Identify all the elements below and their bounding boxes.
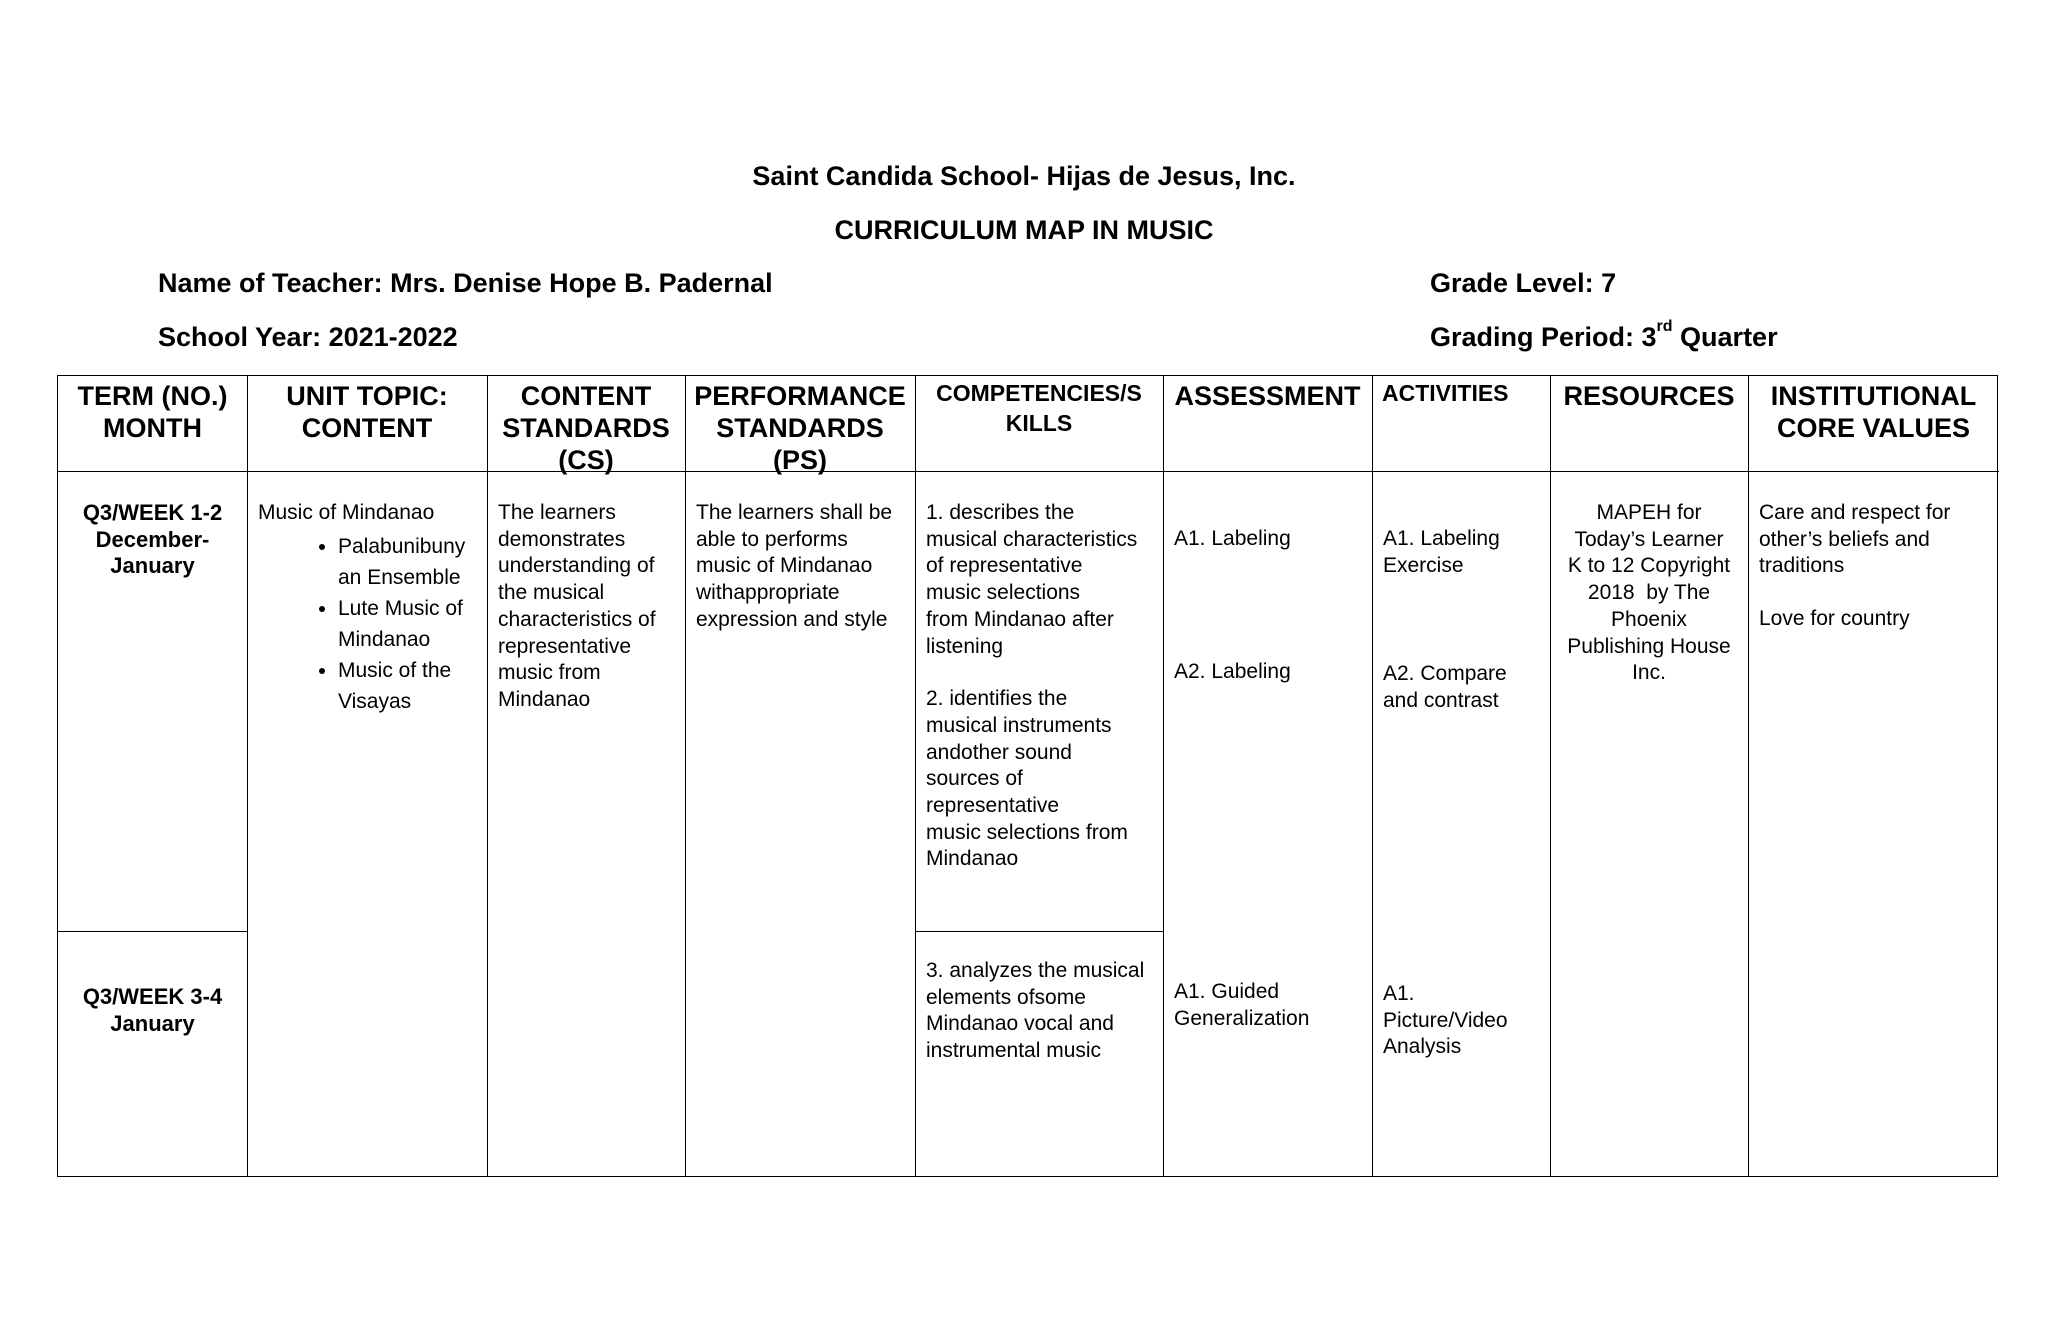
- column-divider: [1550, 376, 1551, 1176]
- header-content-standards: CONTENT STANDARDS (CS): [502, 381, 670, 475]
- activity-a2: A2. Compare and contrast: [1383, 662, 1507, 712]
- list-item: • Palabunibuny an Ensemble: [338, 531, 486, 593]
- header-resources: RESOURCES: [1563, 381, 1735, 411]
- column-divider: [1163, 376, 1164, 1176]
- competency-row-divider: [915, 931, 1163, 932]
- term-cell-week-3-4: Q3/WEEK 3-4 January: [82, 984, 223, 1036]
- document-title: CURRICULUM MAP IN MUSIC: [834, 215, 1214, 245]
- activity-a3: A1. Picture/Video Analysis: [1383, 982, 1508, 1059]
- school-year: School Year: 2021-2022: [158, 322, 458, 352]
- activity-a1: A1. Labeling Exercise: [1383, 527, 1500, 577]
- performance-standard-cell: The learners shall be able to performs music of Mindanao withappropriate expression and style: [696, 501, 893, 631]
- grade-level: Grade Level: 7: [1430, 268, 1617, 298]
- header-activities: ACTIVITIES: [1382, 380, 1509, 406]
- column-divider: [685, 376, 686, 1176]
- header-core-values: INSTITUTIONAL CORE VALUES: [1770, 381, 1977, 443]
- list-item: • Music of the Visayas: [338, 655, 486, 717]
- column-divider: [487, 376, 488, 1176]
- term-row-divider: [58, 931, 247, 932]
- header-performance-standards: PERFORMANCE STANDARDS (PS): [694, 381, 906, 475]
- header-assessment: ASSESSMENT: [1174, 381, 1361, 411]
- assessment-a2: A2. Labeling: [1174, 660, 1291, 683]
- core-values-cell: Care and respect for other’s beliefs and traditions Love for country: [1759, 501, 1951, 631]
- header-unit-topic: UNIT TOPIC: CONTENT: [286, 381, 448, 443]
- header-term: TERM (NO.) MONTH: [77, 381, 228, 443]
- assessment-a1: A1. Labeling: [1174, 527, 1291, 550]
- header-divider: [58, 471, 1999, 472]
- list-item: • Lute Music of Mindanao: [338, 593, 486, 655]
- term-cell-week-1-2: Q3/WEEK 1-2 December- January: [82, 500, 223, 579]
- content-standard-cell: The learners demonstrates understanding of the musical characteristics of representative music from Mindanao: [498, 501, 656, 711]
- competencies-cell-1: 1. describes the musical characteristics of representative music selections from Mindanao after listening 2. identifies the musical instruments andother sound sources of representative music selections from Mindanao: [926, 501, 1138, 871]
- column-divider: [1748, 376, 1749, 1176]
- column-divider: [1372, 376, 1373, 1176]
- header-competencies: COMPETENCIES/S KILLS: [936, 380, 1142, 436]
- teacher-name: Name of Teacher: Mrs. Denise Hope B. Padernal: [158, 268, 773, 298]
- school-name: Saint Candida School- Hijas de Jesus, Inc.: [752, 161, 1296, 191]
- curriculum-table: [57, 375, 1998, 1177]
- topic-list: [58, 531, 486, 717]
- assessment-a3: A1. Guided Generalization: [1174, 980, 1310, 1030]
- grading-period: Grading Period: 3rd Quarter: [1430, 318, 1778, 352]
- column-divider: [915, 376, 916, 1176]
- competencies-cell-2: 3. analyzes the musical elements ofsome Mindanao vocal and instrumental music: [926, 959, 1145, 1063]
- resources-cell: MAPEH for Today’s Learner K to 12 Copyright 2018 by The Phoenix Publishing House Inc.: [1567, 501, 1731, 685]
- unit-topic-cell: Music of Mindanao • Palabunibuny an Ensemble • Lute Music of Mindanao • Music of the Visayas: [258, 500, 486, 717]
- column-divider: [247, 376, 248, 1176]
